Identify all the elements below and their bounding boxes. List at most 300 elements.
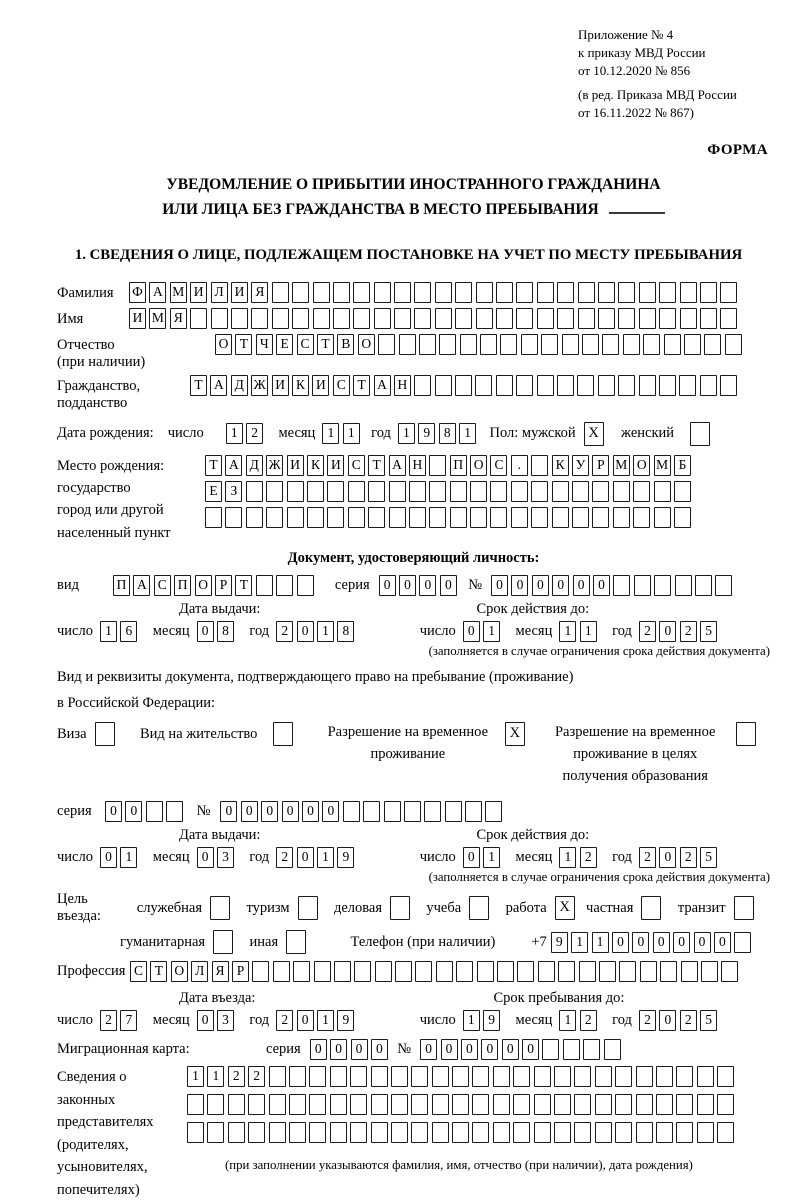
form-box[interactable] <box>485 801 502 822</box>
form-box[interactable] <box>252 961 269 982</box>
form-box-filled[interactable]: 0 <box>552 575 569 596</box>
form-box[interactable] <box>231 308 248 329</box>
form-box[interactable] <box>476 282 493 303</box>
form-box-filled[interactable]: И <box>272 375 289 396</box>
form-box[interactable] <box>534 1066 551 1087</box>
form-box-filled[interactable]: С <box>348 455 365 476</box>
form-box-filled[interactable]: 0 <box>220 801 237 822</box>
form-box-filled[interactable]: 2 <box>680 1010 697 1031</box>
form-box-filled[interactable]: Т <box>205 455 222 476</box>
form-box[interactable] <box>314 961 331 982</box>
form-box-filled[interactable]: К <box>307 455 324 476</box>
form-box-filled[interactable]: 0 <box>502 1039 519 1060</box>
form-box[interactable] <box>330 1094 347 1115</box>
form-box-filled[interactable]: 5 <box>700 1010 717 1031</box>
form-box[interactable] <box>592 507 609 528</box>
form-box[interactable] <box>469 896 489 920</box>
form-box-filled[interactable]: Д <box>231 375 248 396</box>
form-box[interactable] <box>368 507 385 528</box>
form-box-filled[interactable]: 1 <box>317 1010 334 1031</box>
form-box[interactable] <box>615 1122 632 1143</box>
form-box[interactable] <box>664 334 681 355</box>
form-box[interactable] <box>391 1094 408 1115</box>
form-box[interactable] <box>353 308 370 329</box>
form-box-filled[interactable]: 2 <box>680 621 697 642</box>
form-box-filled[interactable]: 1 <box>322 423 339 444</box>
form-box[interactable] <box>409 507 426 528</box>
form-box-filled[interactable]: Л <box>191 961 208 982</box>
form-box-filled[interactable]: 1 <box>559 621 576 642</box>
form-box[interactable] <box>619 961 636 982</box>
form-box-filled[interactable]: 0 <box>461 1039 478 1060</box>
form-box[interactable] <box>394 308 411 329</box>
form-box[interactable] <box>654 481 671 502</box>
form-box[interactable] <box>734 932 751 953</box>
form-box[interactable] <box>715 575 732 596</box>
form-box[interactable] <box>636 1066 653 1087</box>
form-box[interactable] <box>578 308 595 329</box>
form-box[interactable] <box>531 455 548 476</box>
form-box-filled[interactable]: 1 <box>226 423 243 444</box>
form-box-filled[interactable]: 2 <box>680 847 697 868</box>
form-box[interactable] <box>472 1066 489 1087</box>
form-box[interactable] <box>695 575 712 596</box>
form-box-filled[interactable]: О <box>358 334 375 355</box>
form-box[interactable] <box>734 896 754 920</box>
form-box[interactable] <box>639 282 656 303</box>
form-box[interactable] <box>537 308 554 329</box>
form-box[interactable] <box>676 1094 693 1115</box>
form-box[interactable] <box>583 1039 600 1060</box>
form-box-filled[interactable]: 1 <box>398 423 415 444</box>
form-box[interactable] <box>269 1122 286 1143</box>
form-box[interactable] <box>701 961 718 982</box>
form-box[interactable] <box>391 1066 408 1087</box>
form-box-filled[interactable]: А <box>149 282 166 303</box>
form-box-filled[interactable]: 2 <box>276 621 293 642</box>
form-box-filled[interactable]: 2 <box>246 423 263 444</box>
form-box-filled[interactable]: Н <box>394 375 411 396</box>
form-box-filled[interactable]: 1 <box>559 847 576 868</box>
form-box[interactable] <box>251 308 268 329</box>
form-box[interactable] <box>639 308 656 329</box>
form-box[interactable] <box>375 961 392 982</box>
form-box-filled[interactable]: Р <box>592 455 609 476</box>
form-box-filled[interactable]: И <box>287 455 304 476</box>
form-box[interactable] <box>690 422 710 446</box>
form-box-filled[interactable]: 0 <box>310 1039 327 1060</box>
form-box[interactable] <box>432 1066 449 1087</box>
form-box[interactable] <box>452 1122 469 1143</box>
form-box[interactable] <box>680 308 697 329</box>
form-box[interactable] <box>472 1122 489 1143</box>
form-box-filled[interactable]: 0 <box>105 801 122 822</box>
form-box-filled[interactable]: Д <box>246 455 263 476</box>
form-box[interactable] <box>374 282 391 303</box>
form-box[interactable] <box>674 481 691 502</box>
form-box[interactable] <box>266 507 283 528</box>
form-box[interactable] <box>656 1066 673 1087</box>
form-box[interactable] <box>415 961 432 982</box>
form-box[interactable] <box>419 334 436 355</box>
form-box[interactable] <box>480 334 497 355</box>
form-box[interactable] <box>452 1066 469 1087</box>
form-box[interactable] <box>343 801 360 822</box>
form-box[interactable] <box>700 282 717 303</box>
form-box-filled[interactable]: Т <box>190 375 207 396</box>
form-box-filled[interactable]: 0 <box>673 932 690 953</box>
form-box-filled[interactable]: Т <box>353 375 370 396</box>
form-box-filled[interactable]: 0 <box>297 847 314 868</box>
form-box-filled[interactable]: И <box>129 308 146 329</box>
form-box[interactable] <box>659 308 676 329</box>
form-box[interactable] <box>552 481 569 502</box>
form-box[interactable] <box>681 961 698 982</box>
form-box-filled[interactable]: X <box>555 896 575 920</box>
form-box[interactable] <box>633 507 650 528</box>
form-box[interactable] <box>276 575 293 596</box>
form-box-filled[interactable]: Н <box>409 455 426 476</box>
form-box-filled[interactable]: 0 <box>440 575 457 596</box>
form-box[interactable] <box>414 375 431 396</box>
form-box[interactable] <box>273 722 293 746</box>
form-box[interactable] <box>684 334 701 355</box>
form-box[interactable] <box>269 1094 286 1115</box>
form-box-filled[interactable]: А <box>210 375 227 396</box>
form-box-filled[interactable]: 1 <box>343 423 360 444</box>
form-box[interactable] <box>618 375 635 396</box>
form-box-filled[interactable]: С <box>333 375 350 396</box>
form-box[interactable] <box>287 481 304 502</box>
form-box[interactable] <box>166 801 183 822</box>
form-box-filled[interactable]: 2 <box>639 1010 656 1031</box>
form-box[interactable] <box>436 961 453 982</box>
form-box-filled[interactable]: 0 <box>371 1039 388 1060</box>
form-box[interactable] <box>211 308 228 329</box>
form-box-filled[interactable]: 8 <box>217 621 234 642</box>
form-box[interactable] <box>557 282 574 303</box>
form-box[interactable] <box>353 282 370 303</box>
form-box[interactable] <box>272 282 289 303</box>
form-box-filled[interactable]: А <box>374 375 391 396</box>
form-box[interactable] <box>330 1066 347 1087</box>
form-box[interactable] <box>429 507 446 528</box>
form-box[interactable] <box>213 930 233 954</box>
form-box[interactable] <box>146 801 163 822</box>
form-box[interactable] <box>470 481 487 502</box>
form-box-filled[interactable]: Т <box>150 961 167 982</box>
form-box[interactable] <box>309 1122 326 1143</box>
form-box[interactable] <box>286 930 306 954</box>
form-box[interactable] <box>414 282 431 303</box>
form-box[interactable] <box>615 1094 632 1115</box>
form-box[interactable] <box>613 575 630 596</box>
form-box-filled[interactable]: А <box>133 575 150 596</box>
form-box-filled[interactable]: 8 <box>439 423 456 444</box>
form-box-filled[interactable]: И <box>231 282 248 303</box>
form-box-filled[interactable]: 0 <box>282 801 299 822</box>
form-box[interactable] <box>333 308 350 329</box>
form-box[interactable] <box>511 507 528 528</box>
form-box[interactable] <box>490 481 507 502</box>
form-box-filled[interactable]: О <box>171 961 188 982</box>
form-box-filled[interactable]: 5 <box>700 847 717 868</box>
form-box[interactable] <box>537 375 554 396</box>
form-box-filled[interactable]: 0 <box>261 801 278 822</box>
form-box[interactable] <box>595 1066 612 1087</box>
form-box[interactable] <box>371 1066 388 1087</box>
form-box[interactable] <box>490 507 507 528</box>
form-box-filled[interactable]: Т <box>235 575 252 596</box>
form-box-filled[interactable]: Ч <box>256 334 273 355</box>
form-box-filled[interactable]: 0 <box>511 575 528 596</box>
form-box-filled[interactable]: 3 <box>217 847 234 868</box>
form-box[interactable] <box>721 961 738 982</box>
form-box[interactable] <box>292 308 309 329</box>
form-box[interactable] <box>534 1122 551 1143</box>
form-box-filled[interactable]: Л <box>211 282 228 303</box>
form-box[interactable] <box>333 282 350 303</box>
form-box[interactable] <box>572 481 589 502</box>
form-box[interactable] <box>700 375 717 396</box>
form-box-filled[interactable]: X <box>505 722 525 746</box>
form-box-filled[interactable]: 9 <box>483 1010 500 1031</box>
form-box-filled[interactable]: 1 <box>483 847 500 868</box>
form-box[interactable] <box>641 896 661 920</box>
form-box[interactable] <box>399 334 416 355</box>
form-box-filled[interactable]: 2 <box>100 1010 117 1031</box>
form-box-filled[interactable]: 1 <box>463 1010 480 1031</box>
form-box-filled[interactable]: О <box>215 334 232 355</box>
form-box-filled[interactable]: 0 <box>197 621 214 642</box>
form-box[interactable] <box>470 507 487 528</box>
form-box[interactable] <box>450 481 467 502</box>
form-box-filled[interactable]: И <box>312 375 329 396</box>
form-box-filled[interactable]: О <box>633 455 650 476</box>
form-box-filled[interactable]: И <box>327 455 344 476</box>
form-box-filled[interactable]: 5 <box>700 621 717 642</box>
form-box-filled[interactable]: С <box>130 961 147 982</box>
form-box[interactable] <box>363 801 380 822</box>
form-box[interactable] <box>475 375 492 396</box>
form-box[interactable] <box>496 375 513 396</box>
form-box-filled[interactable]: Е <box>276 334 293 355</box>
form-box[interactable] <box>656 1094 673 1115</box>
form-box-filled[interactable]: П <box>174 575 191 596</box>
form-box[interactable] <box>554 1066 571 1087</box>
form-box-filled[interactable]: 9 <box>551 932 568 953</box>
form-box-filled[interactable]: 0 <box>522 1039 539 1060</box>
form-box-filled[interactable]: 0 <box>491 575 508 596</box>
form-box-filled[interactable]: . <box>511 455 528 476</box>
form-box[interactable] <box>595 1094 612 1115</box>
form-box-filled[interactable]: 0 <box>573 575 590 596</box>
form-box-filled[interactable]: 8 <box>337 621 354 642</box>
form-box[interactable] <box>456 961 473 982</box>
form-box[interactable] <box>432 1094 449 1115</box>
form-box[interactable] <box>95 722 115 746</box>
form-box-filled[interactable]: 0 <box>197 847 214 868</box>
form-box-filled[interactable]: О <box>195 575 212 596</box>
form-box[interactable] <box>455 282 472 303</box>
form-box[interactable] <box>736 722 756 746</box>
form-box-filled[interactable]: 0 <box>399 575 416 596</box>
form-box[interactable] <box>395 961 412 982</box>
form-box[interactable] <box>391 1122 408 1143</box>
form-box-filled[interactable]: 2 <box>228 1066 245 1087</box>
form-box[interactable] <box>623 334 640 355</box>
form-box[interactable] <box>190 308 207 329</box>
form-box[interactable] <box>465 801 482 822</box>
form-box[interactable] <box>272 308 289 329</box>
form-box[interactable] <box>557 375 574 396</box>
form-box[interactable] <box>618 308 635 329</box>
form-box[interactable] <box>558 961 575 982</box>
form-box[interactable] <box>432 1122 449 1143</box>
form-box[interactable] <box>313 282 330 303</box>
form-box-filled[interactable]: 0 <box>302 801 319 822</box>
form-box[interactable] <box>371 1122 388 1143</box>
form-box-filled[interactable]: 1 <box>580 621 597 642</box>
form-box-filled[interactable]: 0 <box>297 1010 314 1031</box>
form-box[interactable] <box>582 334 599 355</box>
form-box[interactable] <box>674 507 691 528</box>
form-box-filled[interactable]: 6 <box>120 621 137 642</box>
form-box[interactable] <box>287 507 304 528</box>
form-box-filled[interactable]: 2 <box>580 847 597 868</box>
form-box[interactable] <box>660 961 677 982</box>
form-box-filled[interactable]: М <box>149 308 166 329</box>
form-box[interactable] <box>273 961 290 982</box>
form-box[interactable] <box>659 375 676 396</box>
form-box-filled[interactable]: 0 <box>694 932 711 953</box>
form-box[interactable] <box>225 507 242 528</box>
form-box[interactable] <box>599 961 616 982</box>
form-box[interactable] <box>534 1094 551 1115</box>
form-box[interactable] <box>368 481 385 502</box>
form-box[interactable] <box>516 308 533 329</box>
form-box[interactable] <box>248 1094 265 1115</box>
form-box-filled[interactable]: С <box>154 575 171 596</box>
form-box-filled[interactable]: 0 <box>241 801 258 822</box>
form-box[interactable] <box>389 481 406 502</box>
form-box[interactable] <box>618 282 635 303</box>
form-box[interactable] <box>717 1066 734 1087</box>
form-box-filled[interactable]: Р <box>232 961 249 982</box>
form-box-filled[interactable]: 0 <box>463 621 480 642</box>
form-box[interactable] <box>720 282 737 303</box>
form-box[interactable] <box>334 961 351 982</box>
form-box-filled[interactable]: 0 <box>197 1010 214 1031</box>
form-box[interactable] <box>409 481 426 502</box>
form-box-filled[interactable]: 0 <box>100 847 117 868</box>
form-box[interactable] <box>207 1122 224 1143</box>
form-box[interactable] <box>327 481 344 502</box>
form-box-filled[interactable]: 0 <box>714 932 731 953</box>
form-box-filled[interactable]: Я <box>212 961 229 982</box>
form-box[interactable] <box>572 507 589 528</box>
form-box-filled[interactable]: 0 <box>322 801 339 822</box>
form-box[interactable] <box>613 481 630 502</box>
form-box[interactable] <box>636 1122 653 1143</box>
form-box[interactable] <box>309 1094 326 1115</box>
form-box[interactable] <box>574 1122 591 1143</box>
form-box-filled[interactable]: Т <box>368 455 385 476</box>
form-box[interactable] <box>676 1122 693 1143</box>
form-box-filled[interactable]: 1 <box>207 1066 224 1087</box>
form-box-filled[interactable]: 2 <box>248 1066 265 1087</box>
form-box[interactable] <box>389 507 406 528</box>
form-box[interactable] <box>513 1066 530 1087</box>
form-box[interactable] <box>411 1094 428 1115</box>
form-box-filled[interactable]: Т <box>317 334 334 355</box>
form-box[interactable] <box>248 1122 265 1143</box>
form-box[interactable] <box>717 1122 734 1143</box>
form-box[interactable] <box>205 507 222 528</box>
form-box[interactable] <box>531 481 548 502</box>
form-box[interactable] <box>371 1094 388 1115</box>
form-box-filled[interactable]: П <box>113 575 130 596</box>
form-box[interactable] <box>378 334 395 355</box>
form-box[interactable] <box>675 575 692 596</box>
form-box[interactable] <box>516 375 533 396</box>
form-box[interactable] <box>654 507 671 528</box>
form-box[interactable] <box>598 308 615 329</box>
form-box-filled[interactable]: М <box>654 455 671 476</box>
form-box-filled[interactable]: Е <box>205 481 222 502</box>
form-box[interactable] <box>435 375 452 396</box>
form-box[interactable] <box>634 575 651 596</box>
form-box[interactable] <box>656 1122 673 1143</box>
form-box[interactable] <box>476 308 493 329</box>
form-box[interactable] <box>293 961 310 982</box>
form-box[interactable] <box>439 334 456 355</box>
form-box[interactable] <box>414 308 431 329</box>
form-box[interactable] <box>659 282 676 303</box>
form-box[interactable] <box>517 961 534 982</box>
form-box-filled[interactable]: С <box>297 334 314 355</box>
form-box[interactable] <box>552 507 569 528</box>
form-box[interactable] <box>350 1094 367 1115</box>
form-box[interactable] <box>602 334 619 355</box>
form-box-filled[interactable]: Ф <box>129 282 146 303</box>
form-box[interactable] <box>613 507 630 528</box>
form-box[interactable] <box>697 1094 714 1115</box>
form-box-filled[interactable]: А <box>225 455 242 476</box>
form-box[interactable] <box>639 375 656 396</box>
form-box-filled[interactable]: Ж <box>251 375 268 396</box>
form-box[interactable] <box>725 334 742 355</box>
form-box-filled[interactable]: 9 <box>418 423 435 444</box>
form-box[interactable] <box>680 282 697 303</box>
form-box[interactable] <box>598 375 615 396</box>
form-box[interactable] <box>429 455 446 476</box>
form-box-filled[interactable]: 9 <box>337 847 354 868</box>
form-box[interactable] <box>429 481 446 502</box>
form-box[interactable] <box>633 481 650 502</box>
form-box-filled[interactable]: К <box>552 455 569 476</box>
form-box-filled[interactable]: 0 <box>659 847 676 868</box>
form-box-filled[interactable]: 0 <box>653 932 670 953</box>
form-box[interactable] <box>187 1122 204 1143</box>
form-box[interactable] <box>455 308 472 329</box>
form-box-filled[interactable]: 0 <box>593 575 610 596</box>
form-box-filled[interactable]: В <box>337 334 354 355</box>
form-box-filled[interactable]: 0 <box>612 932 629 953</box>
form-box[interactable] <box>579 961 596 982</box>
form-box[interactable] <box>207 1094 224 1115</box>
form-box[interactable] <box>574 1066 591 1087</box>
